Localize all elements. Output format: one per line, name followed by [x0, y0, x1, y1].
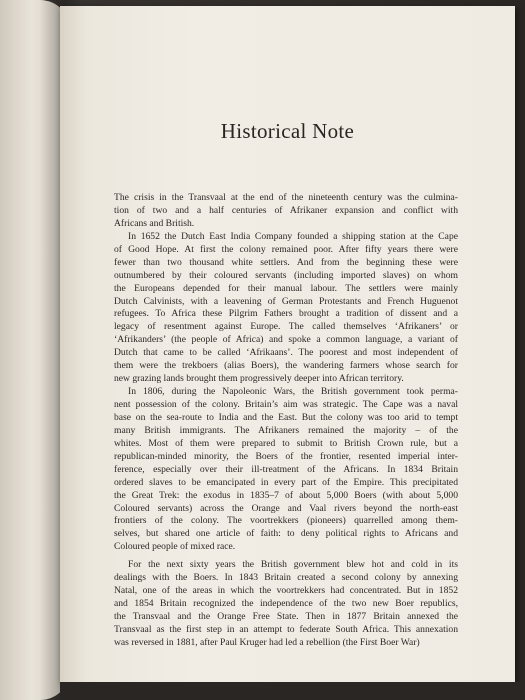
paragraph: [114, 231, 458, 386]
text-line: fewer than two thousand white settlers. And from the beginning these were: [114, 256, 458, 268]
text-line: ordered slaves to be emancipated in every part of the Empire. This precipitated: [114, 476, 458, 488]
text-line: Transvaal as the first step in an attempt to federate South Africa. This annexation: [114, 623, 458, 635]
paragraph: [114, 192, 458, 231]
text-line: of Good Hope. At first the colony remained poor. After fifty years there were: [114, 243, 458, 255]
table-bottom-strip: [60, 682, 525, 700]
page-title: Historical Note: [220, 119, 355, 143]
text-line: legacy of resentment against Europe. The called themselves ‘Afrikaners’ or: [114, 321, 458, 333]
text-line: For the next sixty years the British government blew hot and cold in its: [128, 559, 458, 571]
text-line: outnumbered by their coloured servants (including imported slaves) on whom: [114, 269, 458, 281]
text-line: republican-minded minority, the Boers of the frontier, resented imperial inter-: [114, 450, 458, 462]
text-line: the Great Trek: the exodus in 1835–7 of about 5,000 Boers (with about 5,000: [114, 489, 458, 501]
text-line: The crisis in the Transvaal at the end of the nineteenth century was the culmina-: [114, 192, 458, 203]
text-line: many British immigrants. The Afrikaners remained the majority – of the: [114, 424, 458, 436]
text-line: Coloured servants) across the Orange and Vaal rivers beyond the north-east: [114, 502, 458, 514]
text-line: new grazing lands brought them progressively deeper into African territory.: [114, 373, 404, 385]
text-line: frontiers of the colony. The voortrekkers (pioneers) quarrelled among them-: [114, 515, 458, 527]
text-line: selves, but shared one article of faith: to deny political rights to Africans and: [114, 528, 458, 540]
text-line: Natal, one of the areas in which the voortrekkers had concentrated. But in 1852: [114, 585, 458, 597]
text-line: In 1806, during the Napoleonic Wars, the British government took perma-: [128, 386, 458, 398]
text-line: ‘Afrikanders’ (the people of Africa) and spoke a common language, a variant of: [114, 334, 458, 346]
text-line: base on the sea-route to India and the East. But the colony was too arid to tempt: [114, 411, 458, 423]
text-line: them were the trekboers (alias Boers), the wandering farmers whose search for: [114, 360, 458, 372]
paragraph: [114, 559, 458, 650]
text-line: dealings with the Boers. In 1843 Britain created a second colony by annexing: [114, 572, 458, 584]
text-line: tion of two and a half centuries of Afrikaner expansion and conflict with: [114, 204, 458, 216]
text-line: refugees. To Africa these Pilgrim Fathers brought a tradition of dissent and a: [114, 308, 458, 320]
text-line: the Transvaal and the Orange Free State. Then in 1877 Britain annexed the: [114, 611, 458, 623]
text-line: and 1854 Britain recognized the independence of the two new Boer republics,: [114, 598, 458, 610]
text-line: In 1652 the Dutch East India Company founded a shipping station at the Cape: [128, 230, 458, 242]
body-text: [114, 192, 458, 650]
text-line: the Europeans depended for their manual labour. The settlers were mainly: [114, 282, 458, 294]
text-line: Dutch that came to be called ‘Afrikaans’. The poorest and most independent of: [114, 347, 458, 359]
text-line: Africans and British.: [114, 217, 195, 229]
paragraph: [114, 386, 458, 554]
text-line: was reversed in 1881, after Paul Kruger had led a rebellion (the First Boer War): [114, 636, 420, 648]
text-line: ference, especially over their ill-treatment of the Africans. In 1834 Britain: [114, 463, 458, 475]
text-line: Coloured people of mixed race.: [114, 541, 236, 553]
text-line: Dutch Calvinists, with a leavening of German Protestants and French Huguenot: [114, 295, 458, 307]
text-line: nent possession of the colony. Britain’s aim was strategic. The Cape was a naval: [114, 399, 458, 411]
text-line: whites. Most of them were prepared to submit to British Crown rule, but a: [114, 437, 458, 449]
